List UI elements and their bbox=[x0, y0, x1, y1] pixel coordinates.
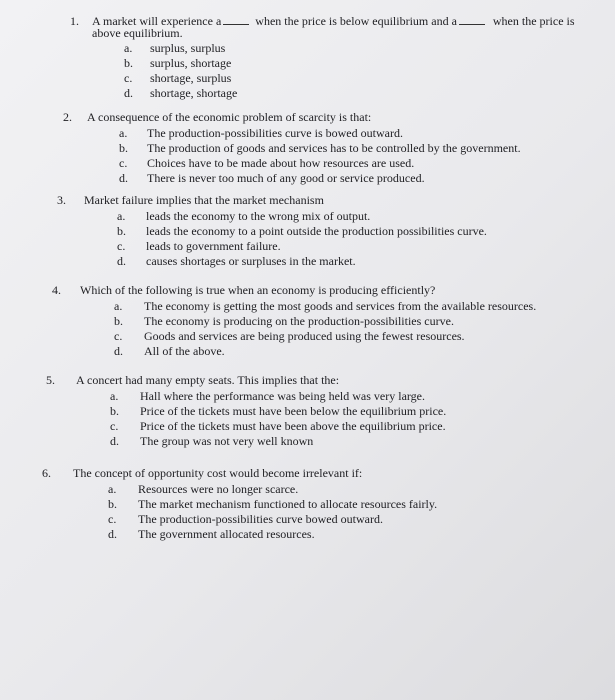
question-4 bbox=[52, 283, 607, 363]
option-d: d. All of the above. bbox=[114, 344, 225, 358]
question-text: A consequence of the economic problem of scarcity is that: bbox=[87, 110, 372, 124]
question-1 bbox=[70, 14, 600, 104]
option-b: b. leads the economy to a point outside the production possibilities curve. bbox=[117, 224, 487, 238]
option-b: b. The market mechanism functioned to allocate resources fairly. bbox=[108, 497, 438, 511]
answer-blank bbox=[459, 14, 485, 25]
question-number: 4. bbox=[52, 283, 61, 297]
option-b: b. The economy is producing on the production-possibilities curve. bbox=[114, 314, 454, 328]
options-list bbox=[117, 209, 597, 269]
question-text: The concept of opportunity cost would become irrelevant if: bbox=[73, 466, 363, 480]
option-c: c. The production-possibilities curve bowed outward. bbox=[108, 512, 383, 526]
option-c: c. Choices have to be made about how resources are used. bbox=[119, 156, 415, 170]
option-d: d. shortage, shortage bbox=[124, 86, 238, 100]
option-b: b. The production of goods and services has to be controlled by the government. bbox=[119, 141, 521, 155]
question-number: 5. bbox=[46, 373, 55, 387]
option-d: d. causes shortages or surpluses in the market. bbox=[117, 254, 356, 268]
question-3 bbox=[57, 193, 602, 273]
question-text: Which of the following is true when an economy is producing efficiently? bbox=[80, 283, 436, 297]
option-d: d. The group was not very well known bbox=[110, 434, 314, 448]
option-d: d. The government allocated resources. bbox=[108, 527, 315, 541]
question-number: 6. bbox=[42, 466, 51, 480]
question-text: A concert had many empty seats. This implies that the: bbox=[76, 373, 340, 387]
question-text: A market will experience a when the price is below equilibrium and a when the price is bbox=[92, 14, 575, 28]
option-a: a. leads the economy to the wrong mix of output. bbox=[117, 209, 371, 223]
question-5 bbox=[46, 373, 601, 453]
options-list bbox=[124, 41, 584, 101]
question-6 bbox=[42, 466, 602, 546]
options-list bbox=[108, 482, 588, 542]
question-number: 1. bbox=[70, 14, 79, 28]
option-d: d. There is never too much of any good or service produced. bbox=[119, 171, 425, 185]
option-a: a. The economy is getting the most goods and services from the available resources. bbox=[114, 299, 537, 313]
question-number: 2. bbox=[63, 110, 72, 124]
option-a: a. Hall where the performance was being held was very large. bbox=[110, 389, 425, 403]
question-number: 3. bbox=[57, 193, 66, 207]
answer-blank bbox=[223, 14, 249, 25]
option-b: b. surplus, shortage bbox=[124, 56, 232, 70]
options-list bbox=[110, 389, 590, 449]
options-list bbox=[119, 126, 599, 186]
option-a: a. The production-possibilities curve is bowed outward. bbox=[119, 126, 403, 140]
option-c: c. shortage, surplus bbox=[124, 71, 232, 85]
question-text: Market failure implies that the market mechanism bbox=[84, 193, 324, 207]
option-c: c. Goods and services are being produced using the fewest resources. bbox=[114, 329, 465, 343]
option-a: a. surplus, surplus bbox=[124, 41, 226, 55]
option-b: b. Price of the tickets must have been below the equilibrium price. bbox=[110, 404, 447, 418]
question-text-continued: above equilibrium. bbox=[92, 26, 183, 40]
option-c: c. Price of the tickets must have been above the equilibrium price. bbox=[110, 419, 446, 433]
options-list bbox=[114, 299, 604, 359]
option-c: c. leads to government failure. bbox=[117, 239, 281, 253]
question-2 bbox=[63, 110, 603, 190]
option-a: a. Resources were no longer scarce. bbox=[108, 482, 299, 496]
